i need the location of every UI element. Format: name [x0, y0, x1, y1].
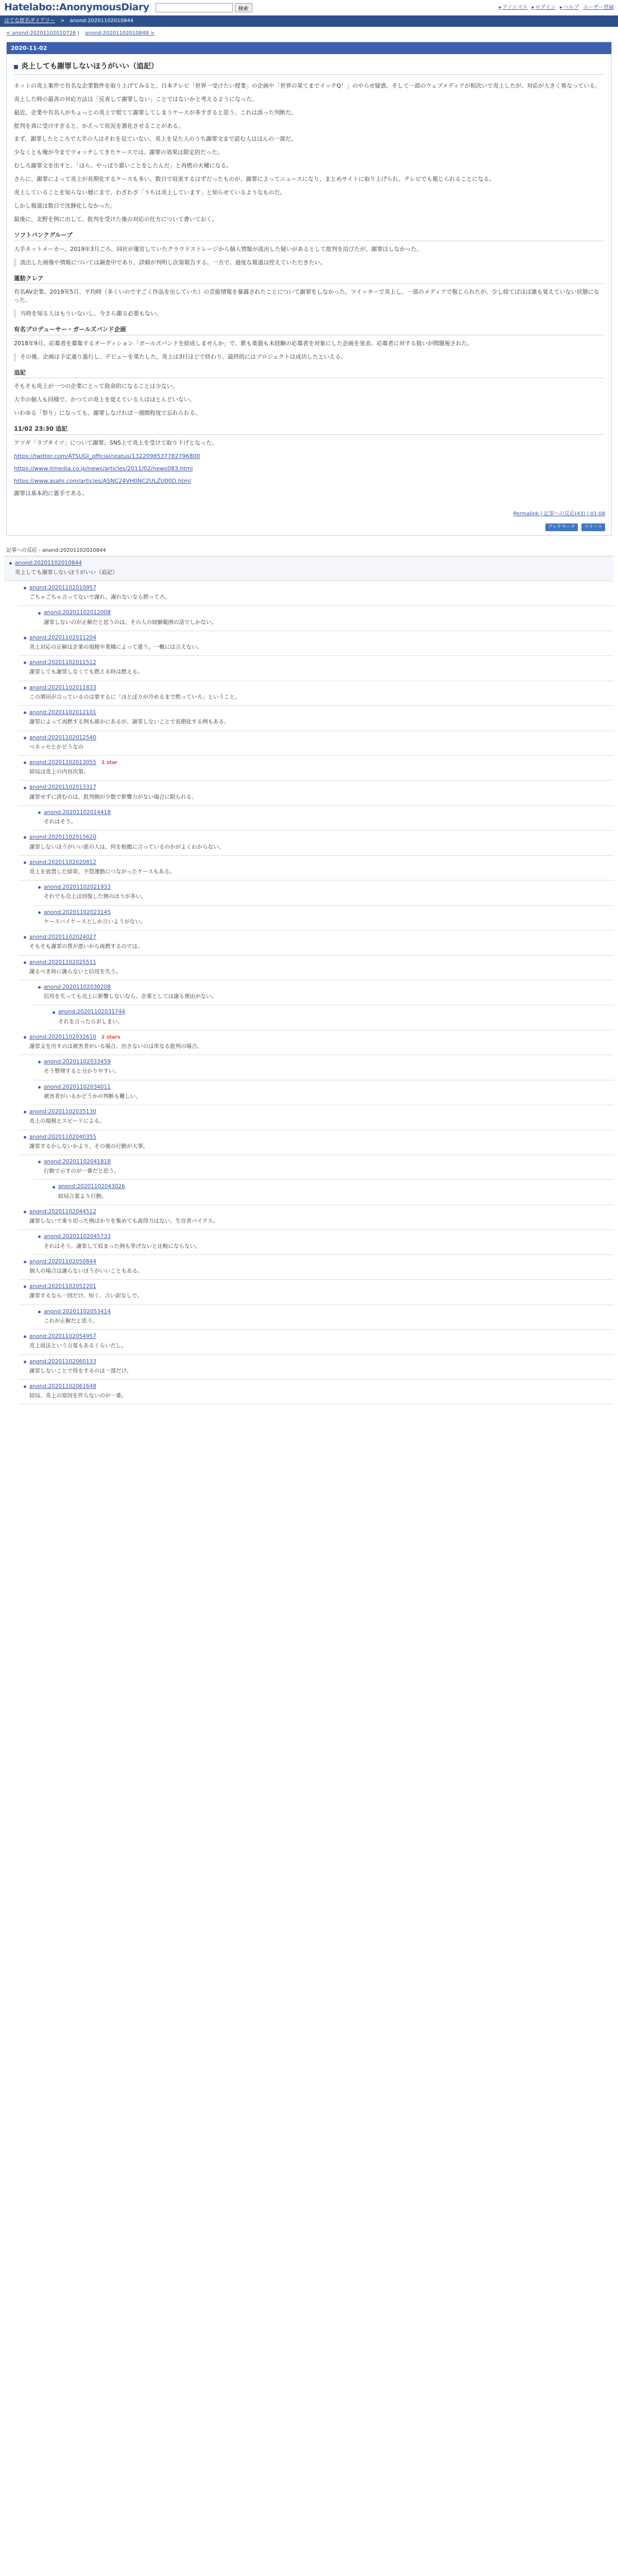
bullet-icon	[24, 737, 26, 739]
trackback-item	[19, 656, 614, 681]
header-link-help[interactable]	[560, 4, 579, 12]
trackback-link[interactable]: anond:20201102054957	[29, 1333, 96, 1340]
trackback-item	[19, 1030, 614, 1055]
paragraph: 最近、企業や有名人がちょっとの炎上で慌てて謝罪してしまうケースが多すぎると思う。これは誤った判断だ。	[14, 109, 297, 116]
bullet-icon	[38, 1161, 41, 1163]
trackback-link-row	[24, 1283, 609, 1291]
header-link-login[interactable]	[531, 4, 556, 12]
trackback-item	[19, 1330, 614, 1354]
trackback-link[interactable]: anond:20201102025511	[29, 959, 96, 965]
trackback-text: 謝罪しても謝罪しなくても燃える時は燃える。	[29, 669, 143, 675]
search-box	[156, 3, 252, 12]
trackback-link[interactable]: anond:20201102012540	[29, 734, 96, 741]
trackback-link-row	[38, 1308, 609, 1316]
trackback-link[interactable]: anond:20201102030208	[44, 984, 111, 990]
trackback-link-row	[24, 1358, 609, 1366]
square-bullet-icon	[14, 65, 18, 69]
trackback-link-row	[38, 884, 609, 891]
paragraph: ネットの炎上案件で有名な企業数件を取り上げてみると、日本テレビ「世界一受けたい授業」の企画や「世界の果てまでイッテQ！」のやらせ疑惑、そして一部のウェブメディアが相次いで炎上したが、対応が大きく異なっている。	[14, 82, 601, 89]
trackback-text: 炎上対応の正解は企業の規模や業種によって違う。一概には言えない。	[29, 644, 202, 651]
trackback-item	[19, 1205, 614, 1230]
trackback-text: 謝罪文を出すのは被害者がいる場合。出さないのは単なる批判の場合。	[29, 1043, 202, 1050]
trackback-link-row	[24, 684, 609, 692]
trackback-link[interactable]: anond:20201102052201	[29, 1283, 96, 1290]
article-body	[7, 54, 611, 507]
prev-entry-link[interactable]: < anond:20201102010726	[6, 30, 76, 36]
bullet-icon	[38, 1311, 41, 1313]
section-heading: ソフトバンクグループ	[14, 231, 604, 241]
bullet-icon	[38, 911, 41, 914]
breadcrumb-current: anond:20201102010844	[70, 18, 134, 24]
trackback-item	[33, 1230, 614, 1255]
trackback-link[interactable]: anond:20201102015620	[29, 834, 96, 841]
breadcrumb-bar	[0, 15, 618, 27]
bullet-icon	[38, 886, 41, 889]
trackback-link-row	[53, 1183, 609, 1191]
header-link-register[interactable]: ユーザー登録	[583, 4, 614, 10]
bullet-icon	[24, 787, 26, 789]
external-link[interactable]: https://www.itmedia.co.jp/news/articles/2011/02/news083.html	[14, 465, 193, 472]
search-button[interactable]: 検索	[235, 3, 252, 12]
bullet-icon	[24, 1261, 26, 1263]
trackback-link-row	[24, 784, 609, 791]
trackback-link-row	[24, 659, 609, 667]
bullet-icon	[24, 687, 26, 689]
trackback-item	[33, 906, 614, 930]
trackback-list	[4, 556, 614, 1405]
trackback-text: それを言ったらおしまい。	[58, 1018, 123, 1025]
external-link[interactable]: https://twitter.com/ATSUGI_official/status/1322098537782796800	[14, 452, 200, 460]
trackback-link[interactable]: anond:20201102010957	[29, 584, 96, 591]
article-container	[6, 42, 612, 536]
permalink[interactable]: Permalink | 記事への反応(43) | 01:08	[513, 511, 605, 517]
trackback-link[interactable]: anond:20201102011512	[29, 659, 96, 666]
bullet-icon	[38, 811, 41, 814]
bullet-icon	[24, 637, 26, 639]
trackback-item	[19, 1130, 614, 1155]
trackback-text: そもそも謝罪の質が悪いから再燃するのでは。	[29, 943, 143, 950]
trackback-item	[19, 706, 614, 731]
search-input[interactable]	[156, 3, 233, 12]
trackback-link-row	[38, 1083, 609, 1091]
next-entry-link[interactable]: anond:20201102010848 >	[85, 30, 155, 36]
bullet-icon	[24, 1361, 26, 1363]
trackback-text: 謝罪せずに済むのは、批判側が少数で影響力がない場合に限られる。	[29, 793, 197, 800]
trackback-link[interactable]: anond:20201102034011	[44, 1083, 111, 1090]
trackback-link[interactable]: anond:20201102010844	[15, 560, 82, 566]
trackback-link-row	[53, 1008, 609, 1016]
paragraph: さらに、謝罪によって炎上が長期化するケースも多い。数日で収束するはずだったものが、謝罪によってニュースになり、まとめサイトに取り上げられ、テレビでも報じられることになる。	[14, 176, 495, 183]
arrow-icon: ▸	[499, 4, 502, 10]
trackback-text: それでも売上は回復した例のほうが多い。	[44, 893, 147, 900]
trackback-text: 炎上しても謝罪しないほうがいい（追記）	[15, 569, 118, 575]
paragraph: しかし報道は数日で沈静化しなかった。	[14, 202, 116, 210]
trackback-item	[33, 1080, 614, 1105]
trackback-text: 炎上を放置した結果、不買運動につながったケースもある。	[29, 868, 175, 875]
pager	[0, 27, 618, 41]
trackback-item	[33, 1055, 614, 1080]
trackback-link-row	[38, 984, 609, 991]
bullet-icon	[38, 612, 41, 615]
section-heading: 蓮舫クレア	[14, 274, 604, 284]
trackback-text: 結局は炎上の内容次第。	[29, 769, 89, 775]
bullet-icon	[9, 562, 12, 565]
trackback-item	[33, 1155, 614, 1180]
trackback-link-row	[38, 809, 609, 817]
trackback-item	[19, 956, 614, 980]
trackback-item	[33, 606, 614, 631]
trackback-text: 謝罪するなら一回だけ、短く、言い訳なしで。	[29, 1293, 143, 1299]
trackback-text: 被害者がいるかどうかの判断も難しい。	[44, 1093, 141, 1099]
trackback-text: 結局言葉より行動。	[58, 1193, 107, 1199]
trackback-link-row	[24, 759, 609, 767]
paragraph: むしろ謝罪文を出すと、「ほら、やっぱり悪いことをしたんだ」と再燃の火種になる。	[14, 162, 232, 170]
article-date: 2020-11-02	[7, 42, 611, 55]
section-text: 2018年9月、応募者を募集するオーディション「ガールズバンドを結成しませんか」で、歌も楽器も未経験の応募者を対象にした企画を発表。応募者に対する扱いが問題視された。	[14, 340, 473, 347]
bullet-icon	[24, 861, 26, 864]
trackback-link[interactable]: anond:20201102011833	[29, 684, 96, 691]
bullet-icon	[24, 1036, 26, 1039]
section-heading: 有名プロデューサー・ガールズバンド企画	[14, 325, 604, 335]
article-footer[interactable]	[7, 507, 611, 522]
trackback-link-row	[24, 934, 609, 941]
trackback-item	[33, 980, 614, 1005]
header-bar	[0, 0, 618, 15]
pager-separator: |	[77, 30, 79, 36]
trackback-text: 謝罪によって再燃する例も確かにあるが、謝罪しないことで長期化する例もある。	[29, 719, 230, 725]
trackback-item	[4, 556, 614, 581]
trackback-text: 結局、炎上の原因を作らないのが一番。	[29, 1393, 127, 1399]
trackback-text: 謝罪しないで乗り切った例ばかりを集めても説得力はない。生存者バイアス。	[29, 1218, 219, 1225]
addendum-text: そもそも炎上が一つの企業にとって致命的になることは少ない。	[14, 383, 178, 390]
external-link[interactable]: https://www.asahi.com/articles/ASNC24VH0NC2ULZU00D.html	[14, 477, 191, 484]
bullet-icon	[24, 1136, 26, 1139]
blockquote: 当時を知る人はもういないし、今さら謝る必要もない。	[14, 310, 604, 318]
trackback-link[interactable]: anond:20201102020812	[29, 859, 96, 866]
trackback-text: 炎上の規模とスピードによる。	[29, 1118, 105, 1125]
trackback-link-row	[24, 1208, 609, 1216]
header-link-label: ヘルプ	[563, 4, 579, 10]
trackback-link[interactable]: anond:20201102011204	[29, 634, 96, 641]
paragraph: 批判を真に受けすぎると、かえって状況を悪化させることがある。	[14, 122, 184, 129]
trackback-link[interactable]: anond:20201102053414	[44, 1308, 111, 1315]
trackback-link-row	[24, 1333, 609, 1341]
bullet-icon	[38, 986, 41, 989]
trackback-item	[33, 806, 614, 831]
trackback-text: ごちゃごちゃ言ってないで謝れ。謝れないなら黙ってろ。	[29, 594, 170, 601]
trackback-link-row	[24, 1133, 609, 1141]
trackback-link-row	[24, 584, 609, 592]
trackback-link[interactable]: anond:20201102012101	[29, 709, 96, 716]
trackback-link-row	[24, 734, 609, 742]
trackback-link-row	[24, 1108, 609, 1116]
trackback-item	[19, 581, 614, 606]
trackback-text: これが正解だと思う。	[44, 1317, 98, 1324]
trackback-item	[19, 1105, 614, 1130]
trackback-link[interactable]: anond:20201102024027	[29, 934, 96, 941]
trackback-link-row	[24, 959, 609, 967]
trackback-heading: 記事への反応 - anond:20201102010844	[4, 546, 614, 556]
trackback-text: 謝罪しないことで得をするのは一部だけ。	[29, 1367, 132, 1374]
bullet-icon	[38, 1061, 41, 1063]
tweet-button[interactable]: ツイート	[581, 523, 605, 531]
trackback-text: 謝罪しないのが正解だと思うのは、その人の経験範囲の話でしかない。	[44, 619, 217, 625]
blockquote: 流出した画像や情報については調査中であり、詳細が判明し次第報告する。一方で、過度な報道は控えていただきたい。	[14, 259, 604, 267]
trackback-item	[19, 1380, 614, 1404]
bullet-icon	[24, 961, 26, 964]
update-text: アツギ「ラブタイツ」について謝罪。SNS上で炎上を受けて取り下げとなった。	[14, 439, 217, 446]
trackback-item	[19, 1355, 614, 1380]
article-title[interactable]	[14, 61, 604, 74]
header-link-anonymous[interactable]	[499, 4, 528, 12]
trackback-text: 炎上商法という言葉もあるくらいだし。	[29, 1343, 127, 1349]
bullet-icon	[24, 1111, 26, 1113]
trackback-item	[33, 1305, 614, 1330]
trackback-link[interactable]: anond:20201102044512	[29, 1208, 96, 1215]
trackback-link-row	[24, 1383, 609, 1391]
bullet-icon	[24, 761, 26, 764]
trackback-text: ケースバイケースとしか言いようがない。	[44, 918, 146, 925]
trackback-item	[19, 781, 614, 805]
section-heading: 追記	[14, 368, 604, 379]
trackback-link[interactable]: anond:20201102061648	[29, 1383, 96, 1389]
trackback-link[interactable]: anond:20201102013317	[29, 784, 96, 791]
trackback-link-row	[24, 709, 609, 717]
trackback-item	[47, 1005, 614, 1030]
header-links	[499, 4, 614, 12]
trackback-text: それはそう。謝罪して収まった例も挙げないと比較にならない。	[44, 1243, 201, 1249]
trackback-text: 行動で示すのが一番だと思う。	[44, 1168, 119, 1175]
trackback-link[interactable]: anond:20201102041818	[44, 1159, 111, 1165]
section-text: 大手ネットメーカー、2019年3月ごろ、同社が運営していたクラウドストレージから個人情報が流出した疑いがあるとして批判を浴びたが、謝罪はしなかった。	[14, 245, 422, 252]
trackback-text: この増田が言っているのは要するに「ほとぼりが冷めるまで黙っていろ」ということ。	[29, 693, 241, 700]
trackback-text: 謝罪するかしないかより、その後の行動が大事。	[29, 1143, 148, 1149]
trackback-item	[33, 880, 614, 905]
trackback-link-row	[38, 909, 609, 917]
breadcrumb-home[interactable]: はてな匿名ダイアリー	[4, 18, 56, 24]
trackback-link[interactable]: anond:20201102033459	[44, 1059, 111, 1065]
bullet-icon	[38, 1235, 41, 1238]
addendum-text: いわゆる「祭り」になっても、謝罪しなければ一週間程度で忘れられる。	[14, 410, 201, 417]
bullet-icon	[24, 1285, 26, 1288]
paragraph: 最後に、北野を例に出して、批判を受けた後の対応の仕方について書いておく。	[14, 216, 218, 223]
paragraph: まず、謝罪したところで大半の人はそれを見ていない。炎上を見た人のうち謝罪文まで読む人はほんの一部だ。	[14, 135, 297, 143]
trackback-item	[19, 1255, 614, 1280]
trackback-link[interactable]: anond:20201102050844	[29, 1258, 96, 1265]
trackback-text: 個人の場合は謝らないほうがいいこともある。	[29, 1267, 143, 1274]
bullet-icon	[24, 836, 26, 839]
section-heading: 11/02 23:30 追記	[14, 425, 604, 435]
bullet-icon	[38, 1086, 41, 1089]
bullet-icon	[24, 711, 26, 714]
share-row	[7, 522, 611, 535]
trackback-link-row	[24, 859, 609, 867]
header-link-label: アノニマス	[502, 4, 528, 10]
star-count[interactable]: 1 star	[101, 759, 118, 766]
trackback-link-row	[24, 1258, 609, 1266]
paragraph: 少なくとも俺が今までウォッチしてきたケースでは、謝罪の効果は限定的だった。	[14, 149, 224, 156]
bookmark-button[interactable]: ブックマーク	[545, 523, 578, 531]
trackback-text: 謝るべき時に謝らないと信用を失う。	[29, 968, 122, 975]
trackback-link-row	[38, 609, 609, 617]
closing-text: 謝罪は基本的に悪手である。	[14, 489, 88, 497]
bullet-icon	[53, 1186, 55, 1189]
trackback-item	[19, 681, 614, 706]
paragraph: 炎上した時の最善の対応方法は「反省して謝罪しない」ことではないかと考えるようになった。	[14, 95, 258, 103]
trackback-text: それはそう。	[44, 819, 76, 825]
bullet-icon	[24, 1211, 26, 1213]
trackback-item	[47, 1180, 614, 1205]
bullet-icon	[53, 1011, 55, 1014]
trackback-link[interactable]: anond:20201102014418	[44, 809, 111, 816]
blockquote: その後、企画は予定通り進行し、デビューを果たした。炎上は3日ほどで終わり、最終的にはプロジェクトは成功したといえる。	[14, 353, 604, 361]
trackback-item	[19, 930, 614, 955]
trackback-link[interactable]: anond:20201102045733	[44, 1233, 111, 1240]
trackback-text: そう整理すると分かりやすい。	[44, 1068, 119, 1075]
trackback-link[interactable]: anond:20201102035130	[29, 1109, 96, 1115]
trackback-link-row	[38, 1233, 609, 1241]
trackback-link[interactable]: anond:20201102021933	[44, 884, 111, 891]
header-link-label: ログイン	[535, 4, 556, 10]
trackback-link[interactable]: anond:20201102013055	[29, 759, 96, 766]
trackback-link[interactable]: anond:20201102060133	[29, 1358, 96, 1365]
trackback-link[interactable]: anond:20201102040355	[29, 1133, 96, 1140]
trackback-link[interactable]: anond:20201102031744	[58, 1009, 125, 1015]
trackback-item	[19, 731, 614, 756]
trackback-link-row	[38, 1158, 609, 1166]
arrow-icon: ▸	[559, 4, 562, 10]
trackback-item	[19, 831, 614, 855]
bullet-icon	[24, 587, 26, 589]
trackback-item	[19, 756, 614, 781]
trackback-text: 謝罪しないほうがいい派の人は、何を根拠に言っているのかがよくわからない。	[29, 843, 224, 850]
trackback-text: 信用を失っても売上に影響しないなら、企業としては謝る理由がない。	[44, 993, 217, 1000]
paragraph: 炎上していることを知らない層にまで、わざわざ「うちは炎上しています」と知らせているようなものだ。	[14, 189, 286, 196]
trackback-item	[19, 856, 614, 880]
trackback-link-row	[24, 634, 609, 642]
trackback-link-row	[24, 834, 609, 841]
article-title-text: 炎上しても謝罪しないほうがいい（追記）	[21, 62, 158, 71]
trackback-link-row	[38, 1058, 609, 1066]
arrow-icon: ▸	[531, 4, 535, 10]
trackback-link[interactable]: anond:20201102023145	[44, 909, 111, 916]
trackback-text: ベネッセとかどうなの	[29, 743, 83, 750]
trackback-link[interactable]: anond:20201102032610	[29, 1033, 96, 1040]
addendum-text: 大半の個人も同様で、かつての炎上を覚えている人はほとんどいない。	[14, 396, 195, 403]
bullet-icon	[24, 1385, 26, 1388]
breadcrumb-separator: >	[60, 18, 65, 24]
section-text: 有名AV企業、2019年5月、平均時（多くいのですごく作品を出していた）の芸能情報を暴露されたことについて謝罪をしなかった。ツイッターで炎上し、一部のメディアで報じられたが、少し経てばほぼ誰も覚えていない状態になった。	[14, 289, 599, 304]
trackback-item	[19, 631, 614, 656]
trackback-item	[19, 1280, 614, 1304]
star-count[interactable]: 2 stars	[101, 1034, 121, 1040]
trackback-link[interactable]: anond:20201102043026	[58, 1183, 125, 1190]
trackback-link[interactable]: anond:20201102012008	[44, 609, 111, 616]
bullet-icon	[24, 1335, 26, 1338]
bullet-icon	[24, 936, 26, 939]
trackback-link-row	[9, 560, 609, 567]
bullet-icon	[24, 662, 26, 664]
site-logo[interactable]: Hatelabo::AnonymousDiary	[4, 2, 149, 13]
trackback-link-row	[24, 1033, 609, 1041]
